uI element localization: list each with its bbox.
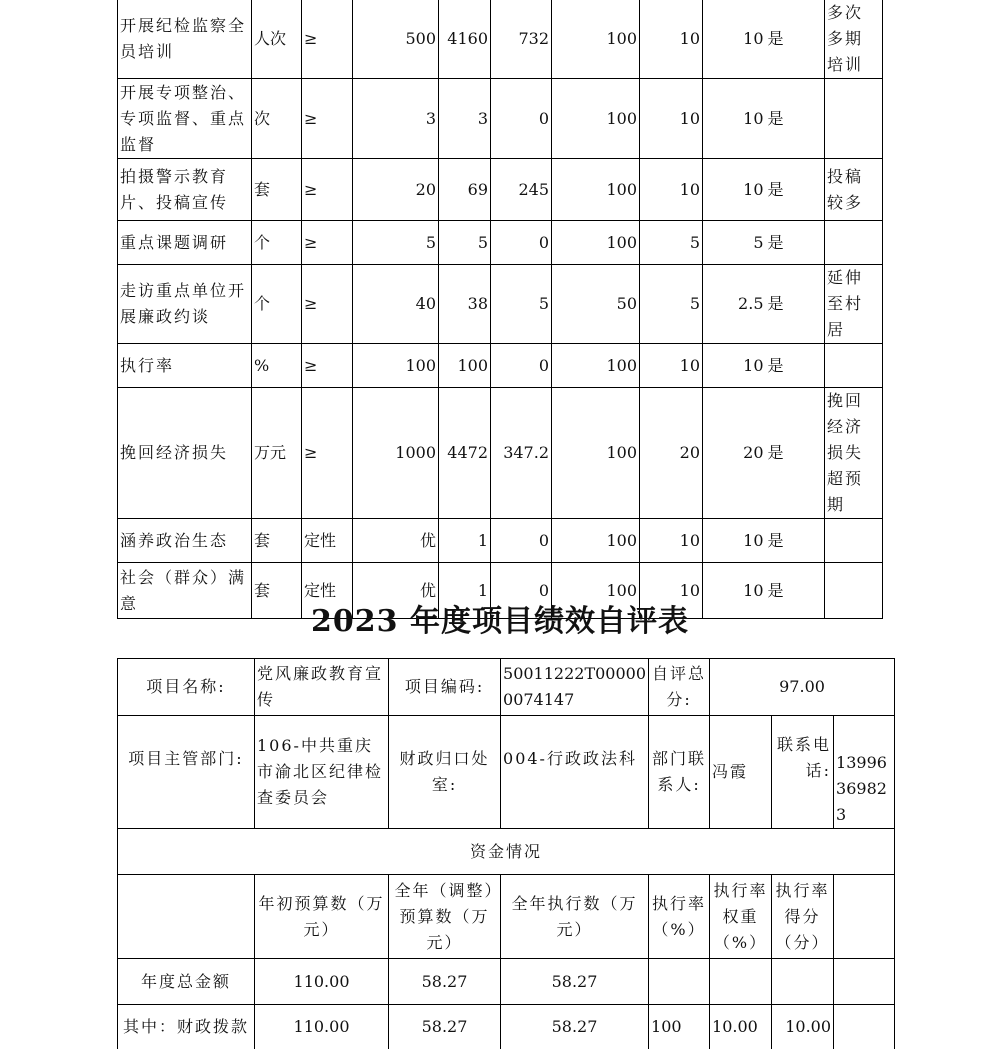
indicator-unit: 套 [252,159,302,221]
funds-header-rate: 执行率（%） [649,875,710,959]
indicator-unit: 个 [252,265,302,344]
indicator-score-max: 10 [640,79,703,159]
indicator-note: 延伸至村居 [825,265,883,344]
indicator-score-max: 10 [640,344,703,388]
indicator-unit: 人次 [252,0,302,79]
funds-header-executed: 全年执行数（万元） [501,875,649,959]
indicator-note [825,221,883,265]
funds-row-initial: 110.00 [255,1005,389,1049]
indicator-row [118,79,883,159]
page-title: 2023 年度项目绩效自评表 [311,604,689,639]
indicator-name: 开展专项整治、专项监督、重点监督 [118,79,252,159]
indicator-met: 是 [766,388,825,519]
indicator-operator: ≥ [302,221,353,265]
indicator-weight: 100 [552,388,640,519]
indicator-deviation: 347.2 [491,388,552,519]
funds-row-adjusted: 58.27 [389,1005,501,1049]
indicator-score: 10 [703,0,766,79]
funds-row-score [772,959,834,1005]
indicator-operator: ≥ [302,388,353,519]
finance-office-label: 财政归口处室: [389,716,501,829]
indicator-name: 社会（群众）满意 [118,563,252,619]
indicator-weight: 100 [552,0,640,79]
funds-row-blank [834,1005,895,1049]
indicator-target: 1000 [353,388,439,519]
indicator-score-max: 20 [640,388,703,519]
indicator-actual: 4160 [439,0,491,79]
funds-header-rate-score: 执行率得分（分） [772,875,834,959]
indicator-score: 10 [703,563,766,619]
indicator-note: 多次多期培训 [825,0,883,79]
indicator-score: 10 [703,519,766,563]
funds-row-score: 10.00 [772,1005,834,1049]
indicator-actual: 3 [439,79,491,159]
indicator-actual: 1 [439,563,491,619]
indicator-actual: 100 [439,344,491,388]
funds-row-adjusted: 58.27 [389,959,501,1005]
funds-row-blank [834,959,895,1005]
indicator-weight: 50 [552,265,640,344]
indicator-note: 投稿较多 [825,159,883,221]
indicator-table [117,0,883,619]
indicator-unit: 个 [252,221,302,265]
indicator-unit: 次 [252,79,302,159]
indicator-name: 走访重点单位开展廉政约谈 [118,265,252,344]
indicator-score-max: 10 [640,563,703,619]
indicator-weight: 100 [552,519,640,563]
indicator-met: 是 [766,519,825,563]
funds-header-blank [834,875,895,959]
funds-row-label: 年度总金额 [118,959,255,1005]
indicator-target: 优 [353,563,439,619]
indicator-operator: 定性 [302,519,353,563]
indicator-name: 拍摄警示教育片、投稿宣传 [118,159,252,221]
indicator-operator: ≥ [302,79,353,159]
indicator-score-max: 5 [640,221,703,265]
indicator-actual: 4472 [439,388,491,519]
contact-label: 部门联系人: [649,716,710,829]
indicator-name: 挽回经济损失 [118,388,252,519]
indicator-name: 开展纪检监察全员培训 [118,0,252,79]
indicator-actual: 69 [439,159,491,221]
indicator-score: 2.5 [703,265,766,344]
funds-row-initial: 110.00 [255,959,389,1005]
indicator-row [118,344,883,388]
indicator-met: 是 [766,79,825,159]
indicator-deviation: 0 [491,221,552,265]
funds-section-label: 资金情况 [118,829,895,875]
indicator-met: 是 [766,221,825,265]
indicator-score-max: 10 [640,159,703,221]
indicator-name: 执行率 [118,344,252,388]
funds-row-rate [649,959,710,1005]
indicator-row [118,519,883,563]
indicator-met: 是 [766,344,825,388]
indicator-weight: 100 [552,159,640,221]
funds-header-initial: 年初预算数（万元） [255,875,389,959]
indicator-operator: ≥ [302,0,353,79]
indicator-score: 10 [703,344,766,388]
self-score-label: 自评总分: [649,659,710,716]
funds-row-rate: 100 [649,1005,710,1049]
project-name-value: 党风廉政教育宣传 [255,659,389,716]
indicator-operator: ≥ [302,344,353,388]
phone-label: 联系电话: [772,716,834,829]
funds-row-executed: 58.27 [501,1005,649,1049]
contact-value: 冯霞 [710,716,772,829]
phone-value: 13996369823 [834,716,895,829]
indicator-deviation: 0 [491,563,552,619]
indicator-name: 重点课题调研 [118,221,252,265]
indicator-score: 20 [703,388,766,519]
funds-row-label: 其中：财政拨款 [118,1005,255,1049]
indicator-score-max: 5 [640,265,703,344]
indicator-deviation: 732 [491,0,552,79]
funds-row-weight: 10.00 [710,1005,772,1049]
indicator-row [118,388,883,519]
indicator-weight: 100 [552,79,640,159]
indicator-score-max: 10 [640,519,703,563]
indicator-row [118,221,883,265]
finance-office-value: 004-行政政法科 [501,716,649,829]
self-score-value: 97.00 [710,659,895,716]
funds-row-executed: 58.27 [501,959,649,1005]
indicator-note [825,519,883,563]
indicator-unit: % [252,344,302,388]
indicator-operator: ≥ [302,265,353,344]
indicator-deviation: 245 [491,159,552,221]
indicator-unit: 万元 [252,388,302,519]
indicator-score: 10 [703,159,766,221]
indicator-score: 5 [703,221,766,265]
funds-header-blank [118,875,255,959]
indicator-note [825,79,883,159]
indicator-met: 是 [766,0,825,79]
indicator-actual: 5 [439,221,491,265]
project-code-label: 项目编码: [389,659,501,716]
indicator-deviation: 0 [491,519,552,563]
self-evaluation-table [117,658,895,1049]
indicator-weight: 100 [552,221,640,265]
indicator-target: 500 [353,0,439,79]
indicator-target: 20 [353,159,439,221]
project-name-label: 项目名称: [118,659,255,716]
indicator-met: 是 [766,265,825,344]
dept-value: 106-中共重庆市渝北区纪律检查委员会 [255,716,389,829]
indicator-unit: 套 [252,563,302,619]
dept-label: 项目主管部门: [118,716,255,829]
indicator-unit: 套 [252,519,302,563]
indicator-note: 挽回经济损失超预期 [825,388,883,519]
indicator-deviation: 0 [491,344,552,388]
indicator-operator: ≥ [302,159,353,221]
indicator-weight: 100 [552,344,640,388]
indicator-score-max: 10 [640,0,703,79]
indicator-target: 优 [353,519,439,563]
indicator-target: 40 [353,265,439,344]
funds-header-rate-weight: 执行率权重（%） [710,875,772,959]
indicator-row [118,159,883,221]
funds-row-weight [710,959,772,1005]
indicator-actual: 38 [439,265,491,344]
indicator-met: 是 [766,563,825,619]
indicator-target: 100 [353,344,439,388]
indicator-target: 3 [353,79,439,159]
indicator-deviation: 5 [491,265,552,344]
indicator-name: 涵养政治生态 [118,519,252,563]
indicator-deviation: 0 [491,79,552,159]
indicator-met: 是 [766,159,825,221]
project-code-value: 50011222T000000074147 [501,659,649,716]
indicator-row [118,265,883,344]
indicator-row [118,0,883,79]
indicator-operator: 定性 [302,563,353,619]
indicator-actual: 1 [439,519,491,563]
funds-header-adjusted: 全年（调整）预算数（万元） [389,875,501,959]
indicator-score: 10 [703,79,766,159]
indicator-table-body [118,0,883,619]
indicator-weight: 100 [552,563,640,619]
indicator-target: 5 [353,221,439,265]
indicator-note [825,344,883,388]
